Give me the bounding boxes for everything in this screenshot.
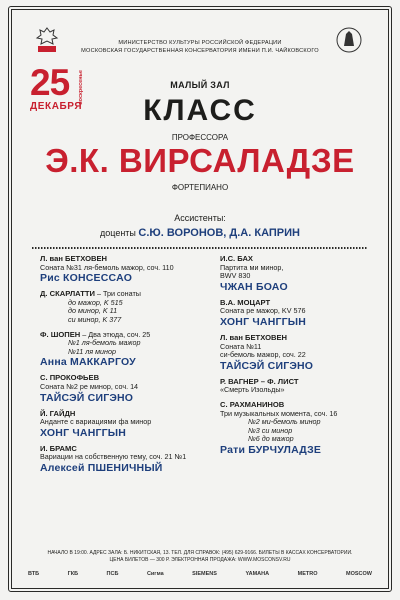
performer-name: ТАЙСЭЙ СИГЭНО <box>220 359 314 372</box>
composer-name: Р. ВАГНЕР – Ф. ЛИСТ <box>220 376 299 386</box>
composer-line <box>40 290 210 299</box>
performer-name: Алексей ПШЕНИЧНЫЙ <box>40 461 163 474</box>
date-weekday: воскресенье <box>78 70 84 105</box>
sponsor-logo: SIEMENS <box>192 571 217 577</box>
assistants-heading: Ассистенты: <box>174 213 226 223</box>
work-line: Соната №31 ля-бемоль мажор, соч. 110 <box>40 262 174 272</box>
work-title: – Три сонаты <box>95 289 141 299</box>
sponsor-logo: ВТБ <box>28 571 40 577</box>
work-line: Соната ре мажор, KV 576 <box>220 306 306 316</box>
composer-name: Й. ГАЙДН <box>40 408 76 418</box>
hall-name: МАЛЫЙ ЗАЛ <box>170 80 230 90</box>
composer-name: Л. ван БЕТХОВЕН <box>40 254 108 263</box>
professor-label: ПРОФЕССОРА <box>171 133 229 142</box>
work-line: Соната №11 <box>220 341 262 351</box>
work-detail-line: до мажор, K 515 <box>68 297 123 307</box>
performer-name: Рати БУРЧУЛАДЗЕ <box>220 443 322 456</box>
assistants-prefix: доценты <box>100 228 136 238</box>
sponsor-logo: ПСБ <box>106 571 119 577</box>
performer-name: Рис КОНСЕССАО <box>40 272 133 285</box>
program-item <box>220 299 385 328</box>
work-line: Соната №2 ре минор, соч. 14 <box>40 381 139 391</box>
concert-title: КЛАСС <box>143 94 257 127</box>
work-detail-line: №3 си минор <box>248 425 293 435</box>
work-detail-line: №11 ля минор <box>68 346 117 356</box>
program-item <box>40 255 210 284</box>
performer-name: ХОНГ ЧАНГГЫН <box>220 315 307 328</box>
program-item <box>220 378 385 395</box>
date-day: 25 <box>30 62 70 103</box>
instrument: ФОРТЕПИАНО <box>171 183 229 192</box>
divider <box>32 247 368 249</box>
program-item <box>40 331 210 369</box>
footer-info-2: ЦЕНА БИЛЕТОВ — 300 Р. ЭЛЕКТРОННАЯ ПРОДАЖА: WWW.MOSCONSV.RU <box>109 557 291 563</box>
work-line: Анданте с вариациями фа минор <box>40 417 152 427</box>
composer-name: С. РАХМАНИНОВ <box>220 399 285 409</box>
sponsor-logo: ГКБ <box>67 571 79 577</box>
program-item <box>220 255 385 293</box>
program-item <box>220 401 385 456</box>
composer-name: Д. СКАРЛАТТИ <box>40 289 95 299</box>
performer-name: ТАЙСЭЙ СИГЭНО <box>40 391 134 404</box>
performer-name: ХОНГ ЧАНГГЫН <box>40 426 127 439</box>
sponsor-logo: YAMAHA <box>245 571 270 577</box>
program-item <box>40 374 210 403</box>
performer-name: ЧЖАН БОАО <box>220 280 288 293</box>
work-line: Три музыкальных момента, соч. 16 <box>220 408 338 418</box>
program-item <box>40 410 210 439</box>
assistants-line <box>0 227 400 239</box>
composer-name: С. ПРОКОФЬЕВ <box>40 373 100 383</box>
work-line: си-бемоль мажор, соч. 22 <box>220 350 306 360</box>
composer-name: В.А. МОЦАРТ <box>220 297 271 307</box>
work-title: – Два этюда, соч. 25 <box>80 329 151 339</box>
work-line: «Смерть Изольды» <box>220 385 285 395</box>
footer-info-1: НАЧАЛО В 19:00. АДРЕС ЗАЛА: Б. НИКИТСКАЯ, 13. ТЕЛ. ДЛЯ СПРАВОК: (495) 629-9166. БИЛЕТЫ В КАССАХ КОНСЕРВАТОРИИ. <box>47 550 353 556</box>
professor-name: Э.К. ВИРСАЛАДЗЕ <box>45 142 355 179</box>
work-line: Партита ми минор, <box>220 262 284 272</box>
composer-name: И.С. БАХ <box>220 254 253 263</box>
sponsor-logo: MOSCOW <box>346 571 372 577</box>
ministry-text: МИНИСТЕРСТВО КУЛЬТУРЫ РОССИЙСКОЙ ФЕДЕРАЦИИ <box>118 40 282 46</box>
work-detail-line: до минор, K 11 <box>68 306 118 316</box>
performer-name: Анна МАККАРГОУ <box>40 356 136 369</box>
sponsors-row <box>28 568 372 580</box>
composer-name: Ф. ШОПЕН <box>40 329 81 339</box>
program-right-column <box>220 255 385 462</box>
composer-name: И. БРАМС <box>40 443 77 453</box>
date-month: ДЕКАБРЯ <box>30 101 83 112</box>
work-detail-line: си минор, K 377 <box>68 314 122 324</box>
sponsor-logo: METRO <box>297 571 318 577</box>
composer-name: Л. ван БЕТХОВЕН <box>220 332 288 342</box>
work-line: Вариации на собственную тему, соч. 21 №1 <box>40 452 187 462</box>
program-item <box>40 290 210 324</box>
sponsor-logo: Сигма <box>146 571 164 577</box>
conservatory-text: МОСКОВСКАЯ ГОСУДАРСТВЕННАЯ КОНСЕРВАТОРИЯ ИМЕНИ П.И. ЧАЙКОВСКОГО <box>81 48 319 54</box>
work-line: BWV 830 <box>220 271 251 281</box>
work-detail-line: №1 ля-бемоль мажор <box>68 338 141 348</box>
work-detail-line: №2 ми-бемоль минор <box>248 417 321 427</box>
program-item <box>40 445 210 474</box>
assistants-names: С.Ю. ВОРОНОВ, Д.А. КАПРИН <box>138 227 300 239</box>
work-detail-line: №6 до мажор <box>248 434 294 444</box>
program-item <box>220 334 385 372</box>
program-left-column <box>40 255 210 480</box>
